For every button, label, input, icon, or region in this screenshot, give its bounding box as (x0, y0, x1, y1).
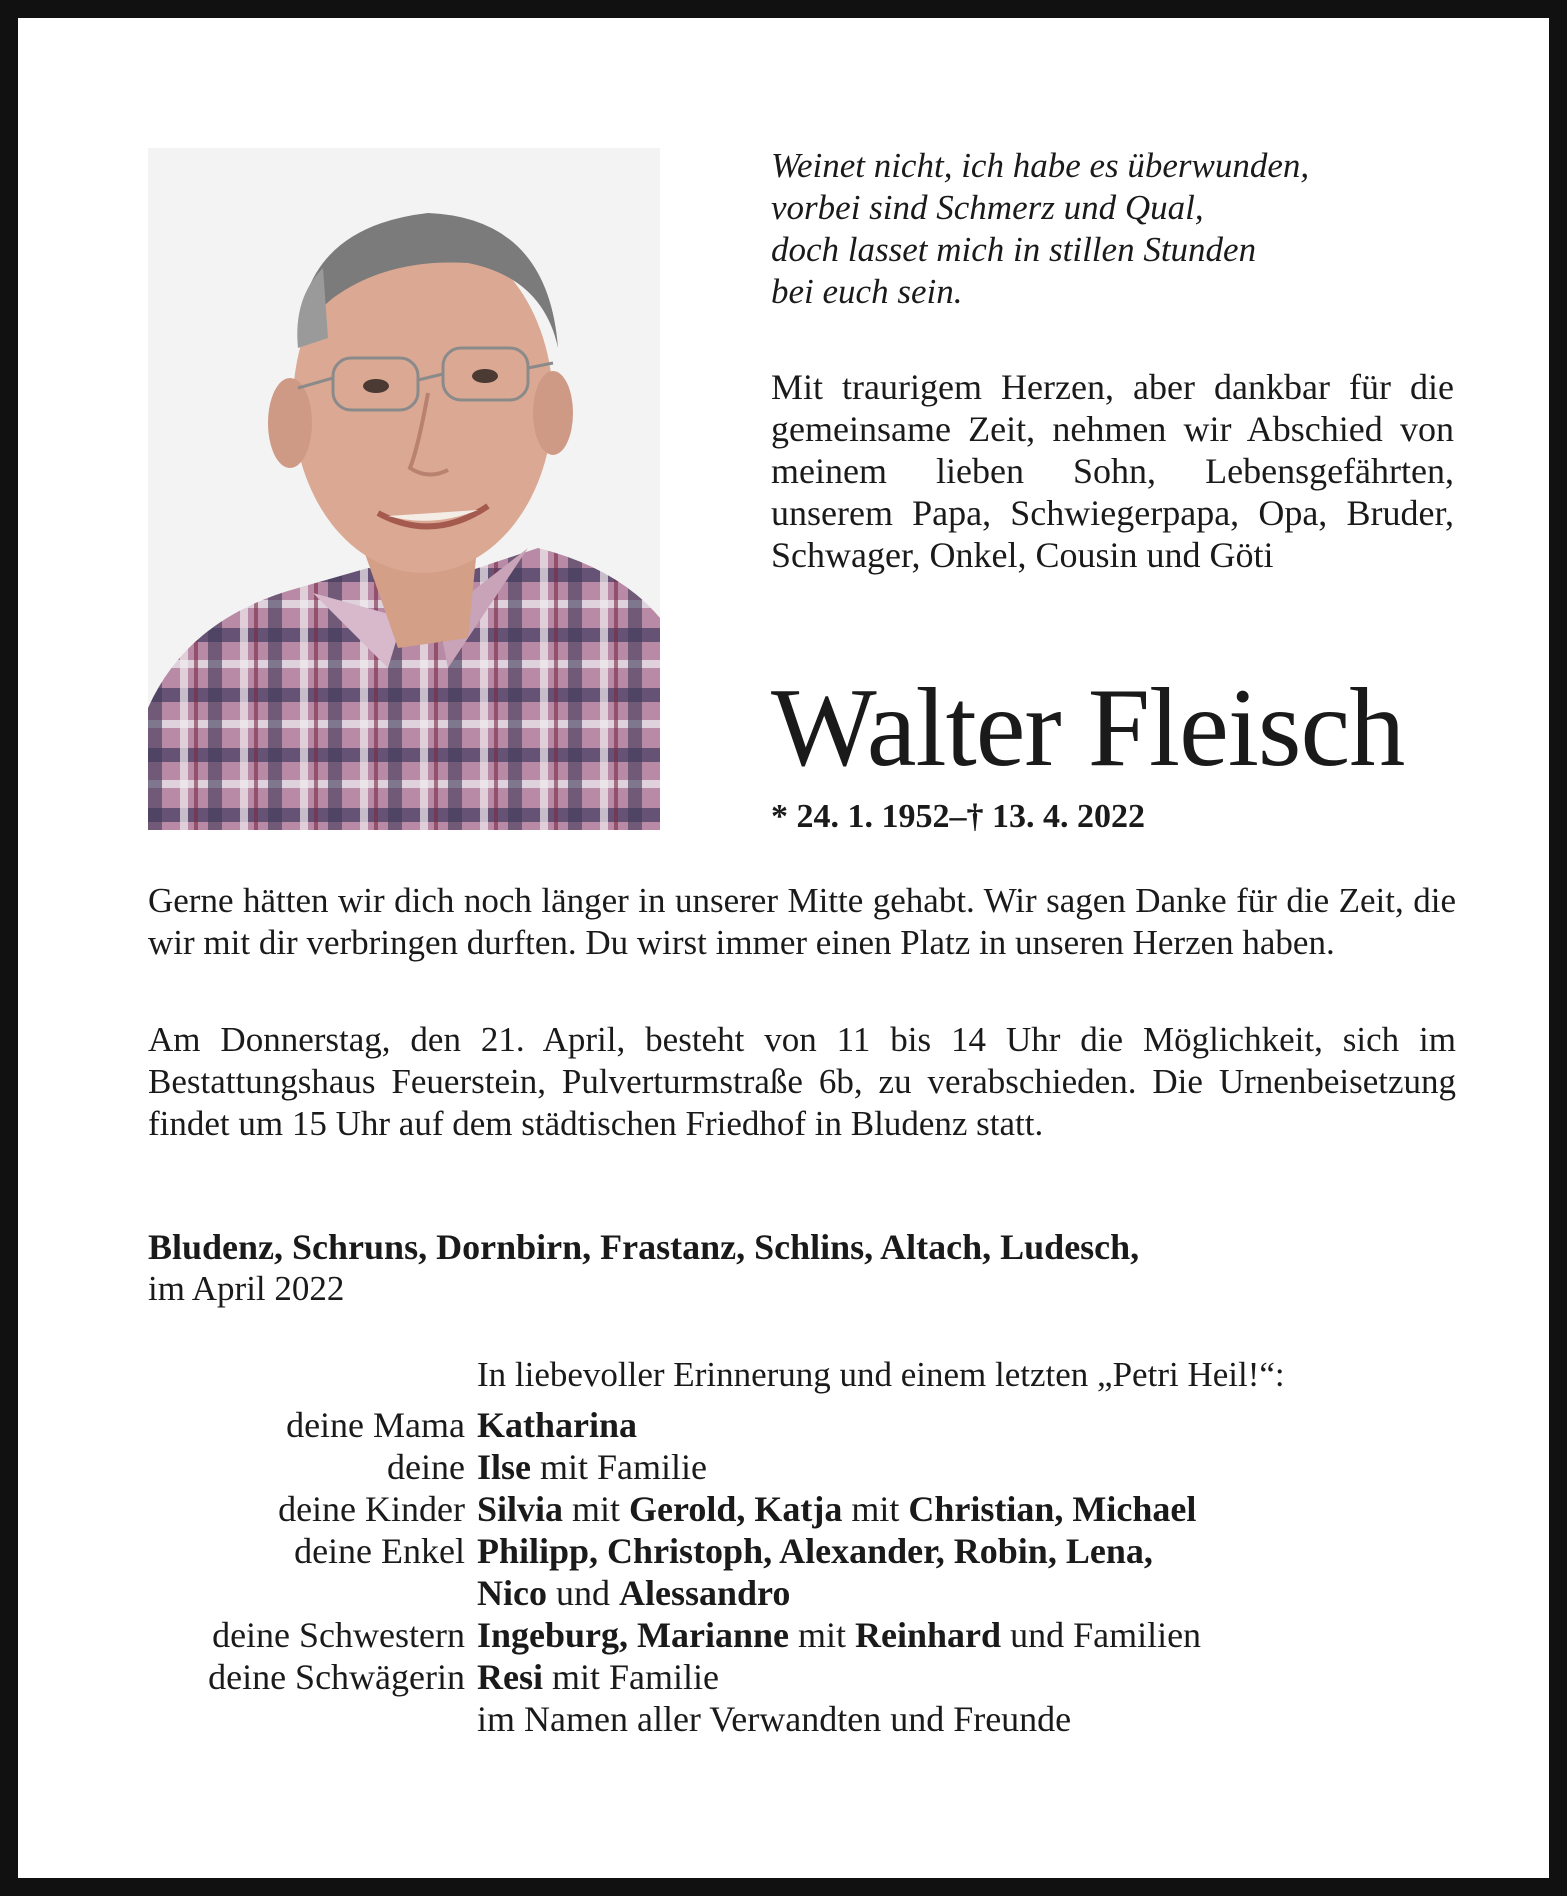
relation-label: deine Schwägerin (208, 1657, 465, 1697)
mourner-row (148, 1698, 1478, 1740)
mourner-row (148, 1446, 1478, 1488)
mourner-names (477, 1446, 1478, 1488)
mourner-row (148, 1530, 1478, 1572)
farewell-paragraph: Gerne hätten wir dich noch länger in unserer Mitte gehabt. Wir sagen Danke für die Zeit, die wir mit dir verbringen durften. Du wirst immer einen Platz in unseren Herzen haben. (148, 881, 1456, 962)
places-line: Bludenz, Schruns, Dornbirn, Frastanz, Schlins, Altach, Ludesch, (148, 1227, 1140, 1267)
mourner-name: Reinhard (855, 1615, 1002, 1655)
mourner-names (477, 1404, 1478, 1446)
relation-label: deine Mama (286, 1405, 465, 1445)
deceased-name: Walter Fleisch (771, 666, 1405, 790)
relation-label: deine Enkel (294, 1531, 465, 1571)
mourner-name: Katharina (477, 1405, 638, 1445)
mourner-names (477, 1572, 1478, 1614)
motto-verse (771, 145, 1471, 313)
relation-label (148, 1698, 477, 1740)
mourner-name: Resi (477, 1657, 543, 1697)
motto-line: doch lasset mich in stillen Stunden (771, 230, 1257, 269)
death-date: 13. 4. 2022 (992, 798, 1145, 835)
birth-date: 24. 1. 1952 (796, 798, 950, 835)
mourners-list (148, 1404, 1478, 1740)
memory-line: In liebevoller Erinnerung und einem letzten „Petri Heil!“: (477, 1355, 1285, 1394)
motto-line: vorbei sind Schmerz und Qual, (771, 188, 1204, 227)
mourner-row (148, 1404, 1478, 1446)
died-symbol: † (966, 798, 984, 835)
mourner-name: Philipp, Christoph, Alexander, Robin, Lena, (477, 1531, 1153, 1571)
relation-label: deine Schwestern (212, 1615, 465, 1655)
portrait-illustration (148, 148, 660, 830)
mourner-row (148, 1488, 1478, 1530)
closing-line: im Namen aller Verwandten und Freunde (477, 1699, 1072, 1739)
mourner-name: Alessandro (618, 1573, 791, 1613)
mourner-text: mit Familie (543, 1657, 719, 1697)
intro-text: Mit traurigem Herzen, aber dankbar für die gemeinsame Zeit, nehmen wir Abschied von meinem lieben Sohn, Lebensgefährten, unserem Papa, Schwiegerpapa, Opa, Bruder, Schwager, Onkel, Cousin und Göti (771, 367, 1454, 575)
mourner-name: Ingeburg, Marianne (477, 1615, 790, 1655)
mourner-text: mit Familie (531, 1447, 707, 1487)
life-dates (771, 796, 1145, 838)
mourner-names (477, 1614, 1478, 1656)
mourner-row (148, 1656, 1478, 1698)
mourner-text: und Familien (1001, 1615, 1202, 1655)
motto-line: Weinet nicht, ich habe es überwunden, (771, 146, 1310, 185)
mourner-name: Christian, Michael (908, 1489, 1197, 1529)
mourner-names (477, 1488, 1478, 1530)
mourner-row (148, 1572, 1478, 1614)
mourner-text: mit (789, 1615, 856, 1655)
mourner-names (477, 1656, 1478, 1698)
mourner-text: und (546, 1573, 619, 1613)
relation-label: deine (387, 1447, 465, 1487)
portrait-photo (148, 148, 660, 830)
mourner-name: Ilse (477, 1447, 531, 1487)
relation-label (148, 1572, 477, 1614)
dateline: im April 2022 (148, 1269, 345, 1308)
mourner-text: mit (563, 1489, 630, 1529)
mourner-row (148, 1614, 1478, 1656)
mourner-name: Gerold, Katja (629, 1489, 843, 1529)
mourner-names (477, 1530, 1478, 1572)
motto-line: bei euch sein. (771, 272, 963, 311)
date-separator: – (949, 798, 967, 835)
mourner-text: mit (842, 1489, 909, 1529)
born-symbol: * (771, 798, 788, 835)
mourner-name: Nico (477, 1573, 547, 1613)
mourner-name: Silvia (477, 1489, 564, 1529)
funeral-details-paragraph: Am Donnerstag, den 21. April, besteht von 11 bis 14 Uhr die Möglichkeit, sich im Bestattungshaus Feuerstein, Pulverturmstraße 6b, zu verabschieden. Die Urnenbeisetzung findet um 15 Uhr auf dem städtischen Friedhof in Bludenz statt. (148, 1020, 1456, 1143)
relation-label: deine Kinder (278, 1489, 465, 1529)
